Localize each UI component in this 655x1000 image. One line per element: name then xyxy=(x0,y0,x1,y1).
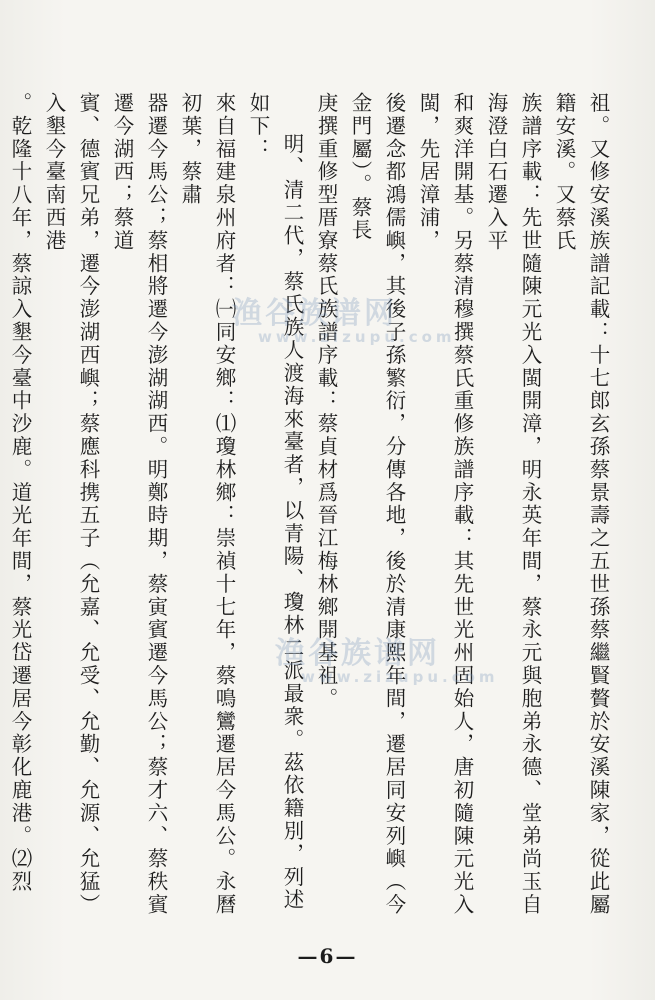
text-column: 庚撰重修型厝寮蔡氏族譜序載：蔡貞材爲晉江梅林鄉開基祖。 xyxy=(314,92,338,711)
text-column: 祖。又修安溪族譜記載：十七郎玄孫蔡景壽之五世孫蔡繼賢贅於安溪陳家，從此屬籍安溪。又蔡氏 xyxy=(552,92,610,917)
text-column: 後遷念都鴻儒嶼，其後子孫繁衍，分傳各地，後於清康熙年間，遷居同安列嶼（今金門屬）。蔡長 xyxy=(348,92,406,917)
text-column: 器遷今馬公；蔡相將遷今澎湖湖西。明鄭時期，蔡寅賓遷今馬公；蔡才六、蔡秩賓遷今湖西；蔡道 xyxy=(110,92,168,917)
text-column: 明、清二代，蔡氏族人渡海來臺者，以青陽、瓊林二派最衆。茲依籍別，列述如下： xyxy=(246,92,304,912)
watermark-url: www.zizupu.com xyxy=(258,328,456,346)
watermark-url: www.zizupu.com xyxy=(301,668,499,686)
text-column: 賓、德賓兄弟，遷今澎湖西嶼；蔡應科携五子（允嘉、允受、允勤、允源、允猛）入墾今臺南西港 xyxy=(42,92,100,917)
text-column: 。乾隆十八年，蔡諒入墾今臺中沙鹿。道光年間，蔡光岱遷居今彰化鹿港。⑵烈 xyxy=(8,92,32,894)
watermark-text: 渔谷族谱网 xyxy=(275,636,440,671)
text-column: 和爽洋開基。另蔡清穆撰蔡氏重修族譜序載：其先世光州固始人，唐初隨陳元光入閩，先居漳浦， xyxy=(416,92,474,917)
page-number: —6— xyxy=(297,944,358,968)
text-column: 來自福建泉州府者：㈠同安鄉：⑴瓊林鄉：崇禎十七年，蔡鳴鸞遷居今馬公。永曆初葉，蔡肅 xyxy=(178,92,236,917)
text-column: 族譜序載：先世隨陳元光入閩開漳，明永英年間，蔡永元與胞弟永德、堂弟尚玉自海澄白石遷入平 xyxy=(484,92,542,917)
vertical-text-body xyxy=(8,92,615,932)
watermark-text: 渔谷族谱网 xyxy=(232,296,397,331)
